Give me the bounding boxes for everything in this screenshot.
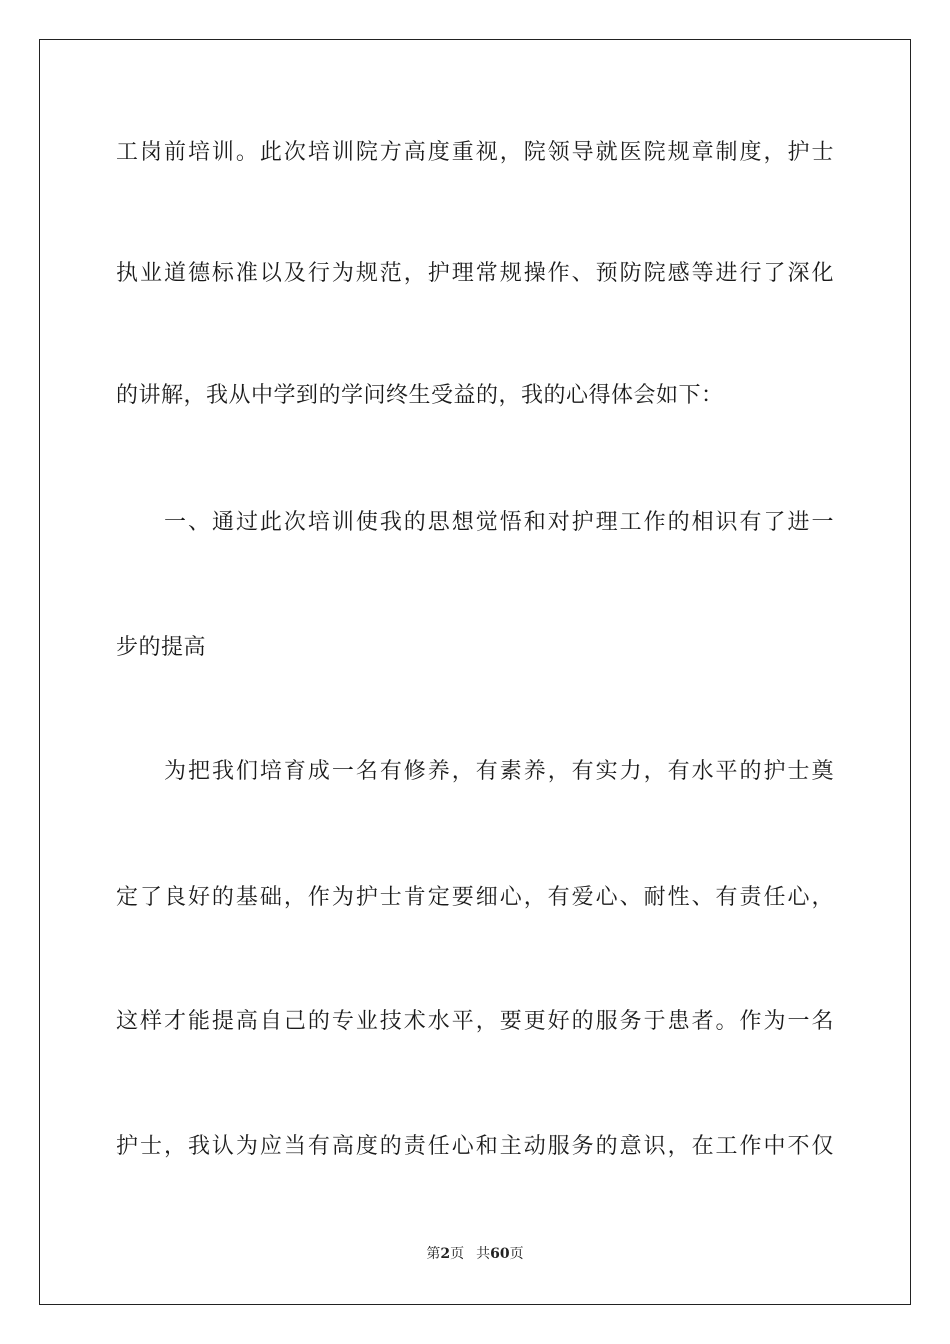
page-suffix: 页 xyxy=(450,1246,465,1262)
page-number-footer xyxy=(0,1244,950,1264)
body-line-7: 护士，我认为应当有高度的责任心和主动服务的意识，在工作中不仅 xyxy=(116,1134,834,1159)
body-line-3: 的讲解，我从中学到的学问终生受益的，我的心得体会如下： xyxy=(116,383,724,408)
total-prefix: 共 xyxy=(476,1246,491,1262)
page-border xyxy=(39,39,911,1305)
body-line-6: 这样才能提高自己的专业技术水平，要更好的服务于患者。作为一名 xyxy=(116,1009,834,1034)
body-line-5: 定了良好的基础，作为护士肯定要细心，有爱心、耐性、有责任心， xyxy=(116,885,834,910)
section-heading-line-1: 一、通过此次培训使我的思想觉悟和对护理工作的相识有了进一 xyxy=(164,510,834,535)
body-line-1: 工岗前培训。此次培训院方高度重视，院领导就医院规章制度，护士 xyxy=(116,140,834,165)
page-prefix: 第 xyxy=(426,1246,441,1262)
section-heading-line-2: 步的提高 xyxy=(116,635,207,660)
body-line-4: 为把我们培育成一名有修养，有素养，有实力，有水平的护士奠 xyxy=(164,759,834,784)
current-page-number: 2 xyxy=(440,1246,451,1262)
body-line-2: 执业道德标准以及行为规范，护理常规操作、预防院感等进行了深化 xyxy=(116,261,834,286)
total-page-count: 60 xyxy=(490,1246,510,1262)
total-suffix: 页 xyxy=(509,1246,524,1262)
